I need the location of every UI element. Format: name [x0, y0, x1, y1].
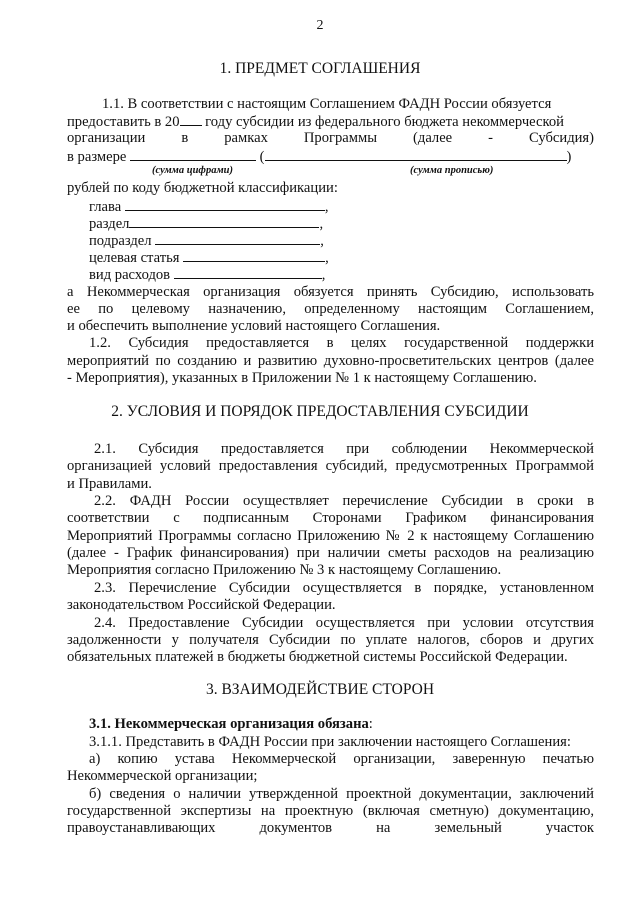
section-3-title: 3. ВЗАИМОДЕЙСТВИЕ СТОРОН	[205, 681, 435, 698]
field-stat: целевая статья ,	[89, 250, 329, 266]
p11-line-5: рублей по коду бюджетной классификации:	[67, 180, 338, 196]
sum-words-blank	[265, 147, 567, 161]
page-number: 2	[316, 18, 324, 33]
p31-line-1: 3.1.1. Представить в ФАДН России при заключении настоящего Соглашения:	[89, 734, 571, 750]
p11-line-6: а Некоммерческая организация обязуется принять Субсидию, использовать	[67, 284, 594, 300]
p31-line-3: Некоммерческой организации;	[67, 768, 258, 784]
p21-line-3: и Правилами.	[67, 476, 152, 492]
p12-line-3: - Мероприятия), указанных в Приложении № 1 к настоящему Соглашению.	[67, 370, 537, 386]
p31-heading: 3.1. Некоммерческая организация обязана:	[89, 716, 373, 732]
caption-sum-words: (сумма прописью)	[410, 165, 494, 176]
p11-line-4: в размере ( )	[67, 149, 572, 165]
p12-line-1: 1.2. Субсидия предоставляется в целях государственной поддержки	[89, 335, 594, 351]
field-glava: глава ,	[89, 199, 329, 215]
p22-line-3: Мероприятий Программы согласно Приложению № 2 к настоящему Соглашению	[67, 528, 594, 544]
section-1-title: 1. ПРЕДМЕТ СОГЛАШЕНИЯ	[219, 60, 421, 77]
p24-line-3: обязательных платежей в бюджеты бюджетной системы Российской Федерации.	[67, 649, 568, 665]
caption-sum-digits: (сумма цифрами)	[152, 165, 233, 176]
p31-line-4: б) сведения о наличии утвержденной проектной документации, заключений	[89, 786, 594, 802]
p11-line-7: ее по целевому назначению, определенному настоящим Соглашением,	[67, 301, 594, 317]
p11-line-2: предоставить в 20 году субсидии из федерального бюджета некоммерческой	[67, 114, 564, 130]
field-vid: вид расходов ,	[89, 267, 326, 283]
p21-line-1: 2.1. Субсидия предоставляется при соблюдении Некоммерческой	[94, 441, 594, 457]
p31-line-5: государственной экспертизы на проектную (включая сметную) документацию,	[67, 803, 594, 819]
p22-line-4: (далее - График финансирования) при наличии сметы расходов на реализацию	[67, 545, 594, 561]
p23-line-2: законодательством Российской Федерации.	[67, 597, 336, 613]
p24-line-2: задолженности у получателя Субсидии по уплате налогов, сборов и других	[67, 632, 594, 648]
p22-line-5: Мероприятия согласно Приложению № 3 к настоящему Соглашению.	[67, 562, 502, 578]
p24-line-1: 2.4. Предоставление Субсидии осуществляется при условии отсутствия	[94, 615, 594, 631]
p12-line-2: мероприятий по созданию и развитию духовно-просветительских центров (далее	[67, 353, 594, 369]
field-podrazdel: подраздел ,	[89, 233, 324, 249]
p11-line-8: и обеспечить выполнение условий настоящего Соглашения.	[67, 318, 441, 334]
section-2-title: 2. УСЛОВИЯ И ПОРЯДОК ПРЕДОСТАВЛЕНИЯ СУБСИДИИ	[111, 403, 529, 420]
p31-line-2: а) копию устава Некоммерческой организации, заверенную печатью	[89, 751, 594, 767]
p23-line-1: 2.3. Перечисление Субсидии осуществляется в порядке, установленном	[94, 580, 594, 596]
p21-line-2: организацией условий предоставления субсидий, предусмотренных Программой	[67, 458, 594, 474]
p11-line-1: 1.1. В соответствии с настоящим Соглашением ФАДН России обязуется	[102, 96, 552, 112]
field-razdel: раздел ,	[89, 216, 324, 232]
p11-line-3: организации в рамках Программы (далее - Субсидия)	[67, 130, 594, 146]
year-blank	[180, 112, 202, 126]
p22-line-2: соответствии с подписанным Сторонами Графиком финансирования	[67, 510, 594, 526]
p31-line-6: правоустанавливающих документов на земельный участок	[67, 820, 594, 836]
sum-digits-blank	[130, 147, 256, 161]
p22-line-1: 2.2. ФАДН России осуществляет перечисление Субсидии в сроки в	[94, 493, 594, 509]
